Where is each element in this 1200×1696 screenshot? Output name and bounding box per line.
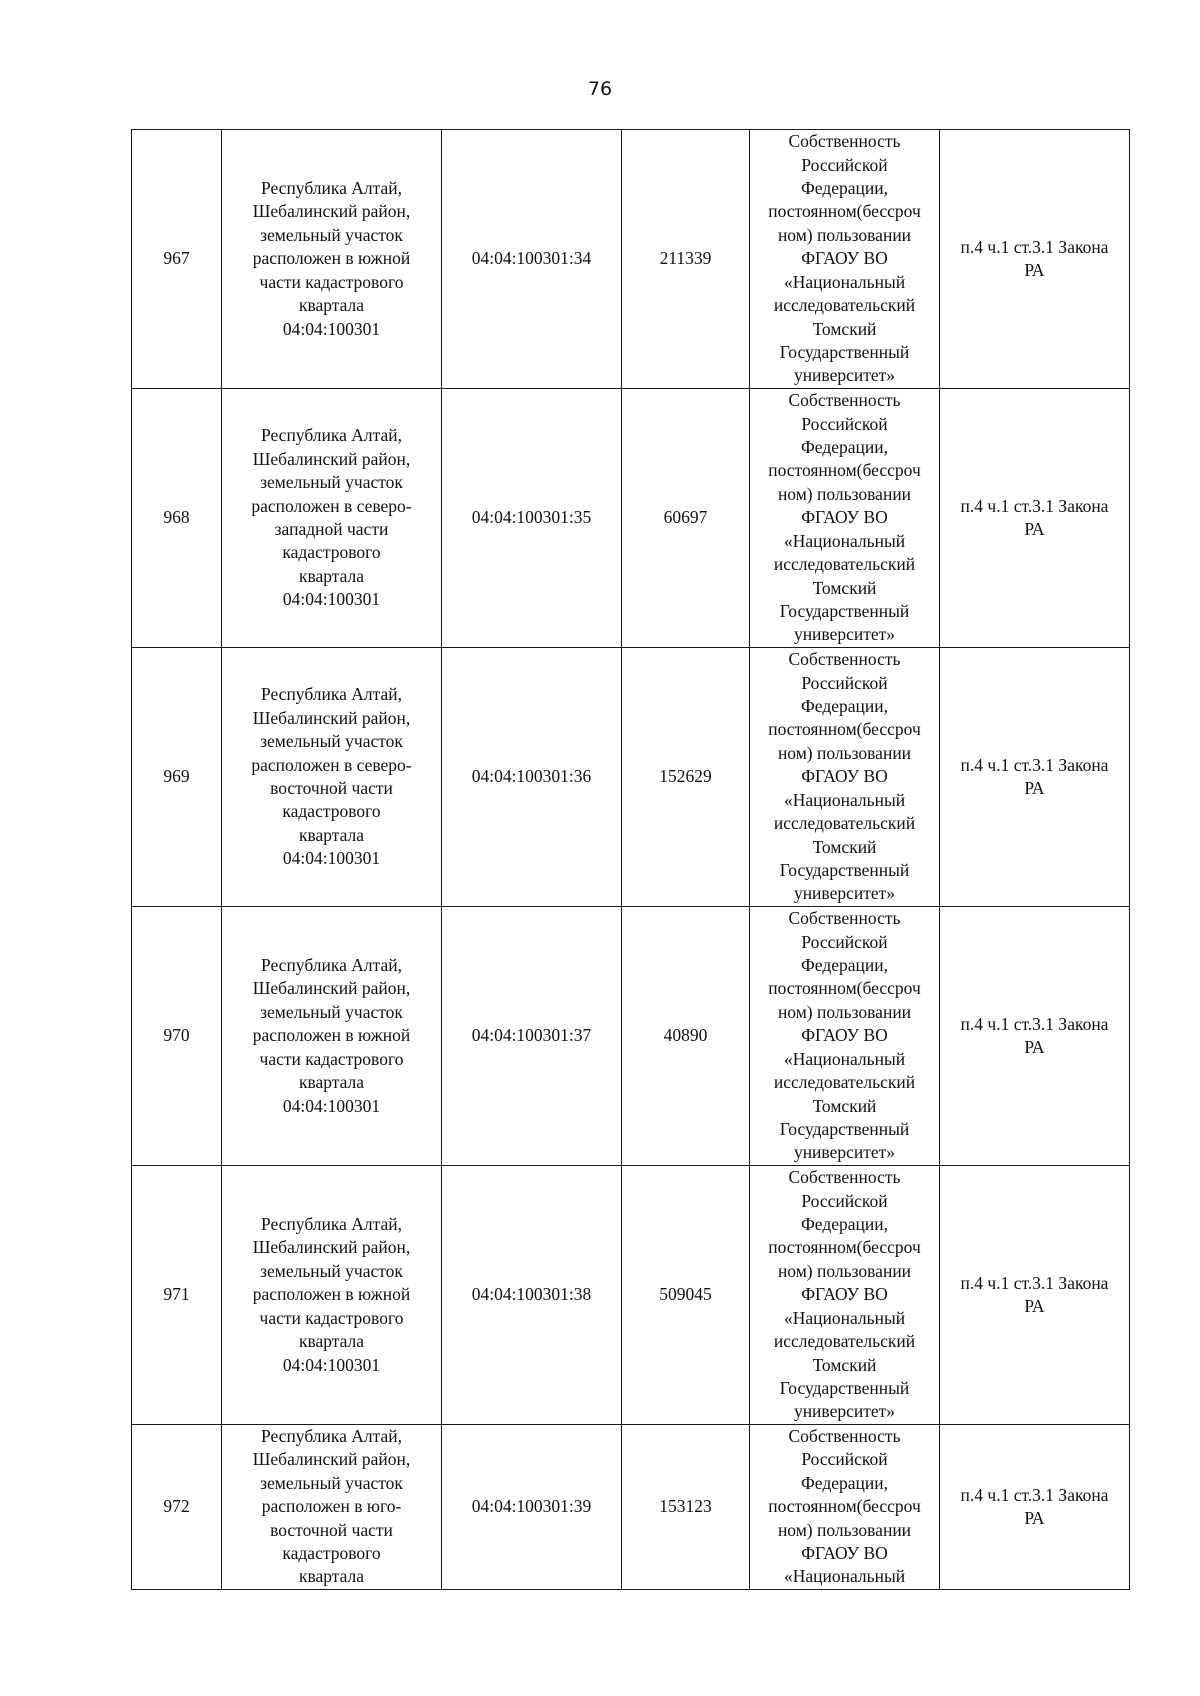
legal-basis-cell: п.4 ч.1 ст.3.1 Закона РА	[940, 130, 1130, 389]
table-row	[132, 648, 1130, 907]
legal-basis-cell: п.4 ч.1 ст.3.1 Закона РА	[940, 907, 1130, 1166]
location-cell: Республика Алтай, Шебалинский район, земельный участок расположен в северо- восточной части кадастрового квартала 04:04:100301	[222, 648, 442, 907]
location-cell: Республика Алтай, Шебалинский район, земельный участок расположен в южной части кадастрового квартала 04:04:100301	[222, 1166, 442, 1425]
ownership-cell: Собственность Российской Федерации, постоянном(бессроч ном) пользовании ФГАОУ ВО «Национальный исследовательский Томский Государственный университет»	[750, 648, 940, 907]
area-cell: 153123	[622, 1425, 750, 1590]
area-cell: 60697	[622, 389, 750, 648]
legal-basis-cell: п.4 ч.1 ст.3.1 Закона РА	[940, 1425, 1130, 1590]
row-number-cell: 972	[132, 1425, 222, 1590]
ownership-cell: Собственность Российской Федерации, постоянном(бессроч ном) пользовании ФГАОУ ВО «Национальный исследовательский Томский Государственный университет»	[750, 130, 940, 389]
legal-basis-cell: п.4 ч.1 ст.3.1 Закона РА	[940, 1166, 1130, 1425]
legal-basis-cell: п.4 ч.1 ст.3.1 Закона РА	[940, 648, 1130, 907]
ownership-cell: Собственность Российской Федерации, постоянном(бессроч ном) пользовании ФГАОУ ВО «Национальный исследовательский Томский Государственный университет»	[750, 389, 940, 648]
area-cell: 211339	[622, 130, 750, 389]
location-cell: Республика Алтай, Шебалинский район, земельный участок расположен в северо- западной части кадастрового квартала 04:04:100301	[222, 389, 442, 648]
cadastral-number-cell: 04:04:100301:34	[442, 130, 622, 389]
table-row	[132, 1166, 1130, 1425]
row-number-cell: 970	[132, 907, 222, 1166]
row-number-cell: 971	[132, 1166, 222, 1425]
ownership-cell: Собственность Российской Федерации, постоянном(бессроч ном) пользовании ФГАОУ ВО «Национальный исследовательский Томский Государственный университет»	[750, 907, 940, 1166]
cadastral-number-cell: 04:04:100301:35	[442, 389, 622, 648]
land-registry-table	[131, 129, 1130, 1590]
page-number: 76	[587, 78, 613, 100]
row-number-cell: 969	[132, 648, 222, 907]
ownership-cell: Собственность Российской Федерации, постоянном(бессроч ном) пользовании ФГАОУ ВО «Национальный исследовательский Томский Государственный университет»	[750, 1166, 940, 1425]
row-number-cell: 968	[132, 389, 222, 648]
location-cell: Республика Алтай, Шебалинский район, земельный участок расположен в южной части кадастрового квартала 04:04:100301	[222, 130, 442, 389]
area-cell: 40890	[622, 907, 750, 1166]
cadastral-number-cell: 04:04:100301:39	[442, 1425, 622, 1590]
legal-basis-cell: п.4 ч.1 ст.3.1 Закона РА	[940, 389, 1130, 648]
cadastral-number-cell: 04:04:100301:37	[442, 907, 622, 1166]
cadastral-number-cell: 04:04:100301:38	[442, 1166, 622, 1425]
row-number-cell: 967	[132, 130, 222, 389]
location-cell: Республика Алтай, Шебалинский район, земельный участок расположен в южной части кадастрового квартала 04:04:100301	[222, 907, 442, 1166]
table-row	[132, 389, 1130, 648]
ownership-cell: Собственность Российской Федерации, постоянном(бессроч ном) пользовании ФГАОУ ВО «Национальный	[750, 1425, 940, 1590]
area-cell: 152629	[622, 648, 750, 907]
table-row	[132, 1425, 1130, 1590]
table-row	[132, 130, 1130, 389]
cadastral-number-cell: 04:04:100301:36	[442, 648, 622, 907]
table-row	[132, 907, 1130, 1166]
area-cell: 509045	[622, 1166, 750, 1425]
location-cell: Республика Алтай, Шебалинский район, земельный участок расположен в юго- восточной части кадастрового квартала	[222, 1425, 442, 1590]
